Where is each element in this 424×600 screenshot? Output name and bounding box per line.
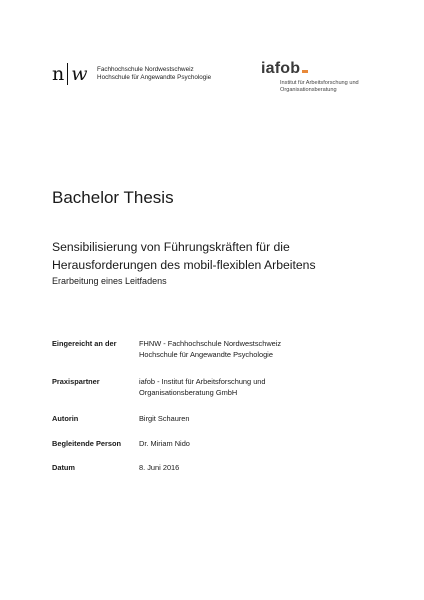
meta-value bbox=[139, 438, 369, 449]
fhnw-logo-mark bbox=[52, 63, 87, 85]
iafob-logo-subtitle bbox=[280, 80, 400, 94]
iafob-logo-line2: Organisationsberatung bbox=[280, 87, 337, 93]
meta-value bbox=[139, 413, 369, 424]
fhnw-logo-line2: Hochschule für Angewandte Psychologie bbox=[97, 74, 212, 81]
fhnw-mark-w: w bbox=[71, 62, 88, 85]
fhnw-logo-line1: Fachhochschule Nordwestschweiz bbox=[97, 66, 194, 73]
iafob-logo bbox=[261, 60, 359, 93]
document-title bbox=[52, 238, 392, 274]
document-title-line1: Sensibilisierung von Führungskräften für die bbox=[52, 240, 290, 254]
meta-value-line: FHNW - Fachhochschule Nordwestschweiz bbox=[139, 339, 282, 348]
meta-label: Praxispartner bbox=[52, 377, 100, 386]
meta-value-line: Dr. Miriam Nido bbox=[139, 439, 190, 448]
iafob-logo-line1: Institut für Arbeitsforschung und bbox=[280, 80, 359, 86]
meta-value-line: iafob - Institut für Arbeitsforschung und bbox=[139, 377, 266, 386]
meta-row-author bbox=[52, 413, 369, 424]
meta-label: Eingereicht an der bbox=[52, 339, 117, 348]
meta-value bbox=[139, 338, 369, 360]
meta-label: Datum bbox=[52, 463, 75, 472]
meta-value-line: 8. Juni 2016 bbox=[139, 463, 180, 472]
iafob-logo-word bbox=[261, 61, 308, 77]
document-subtitle: Erarbeitung eines Leitfadens bbox=[52, 276, 167, 286]
fhnw-logo bbox=[52, 62, 211, 86]
iafob-accent-dash bbox=[302, 70, 308, 73]
meta-value bbox=[139, 462, 369, 473]
meta-value-line: Organisationsberatung GmbH bbox=[139, 388, 238, 397]
meta-row-submitted-to bbox=[52, 338, 369, 360]
meta-value-line: Birgit Schauren bbox=[139, 414, 190, 423]
meta-row-practice-partner bbox=[52, 376, 369, 398]
meta-label: Begleitende Person bbox=[52, 439, 121, 448]
meta-value bbox=[139, 376, 369, 398]
meta-row-supervisor bbox=[52, 438, 369, 449]
fhnw-mark-n: n bbox=[52, 62, 64, 85]
iafob-logo-name: iafob bbox=[261, 60, 301, 77]
meta-label: Autorin bbox=[52, 414, 79, 423]
fhnw-mark-divider bbox=[67, 63, 69, 85]
fhnw-logo-text bbox=[97, 66, 211, 82]
document-title-line2: Herausforderungen des mobil-flexiblen Arbeitens bbox=[52, 258, 316, 272]
meta-value-line: Hochschule für Angewandte Psychologie bbox=[139, 350, 273, 359]
document-type: Bachelor Thesis bbox=[52, 188, 174, 207]
meta-row-date bbox=[52, 462, 369, 473]
